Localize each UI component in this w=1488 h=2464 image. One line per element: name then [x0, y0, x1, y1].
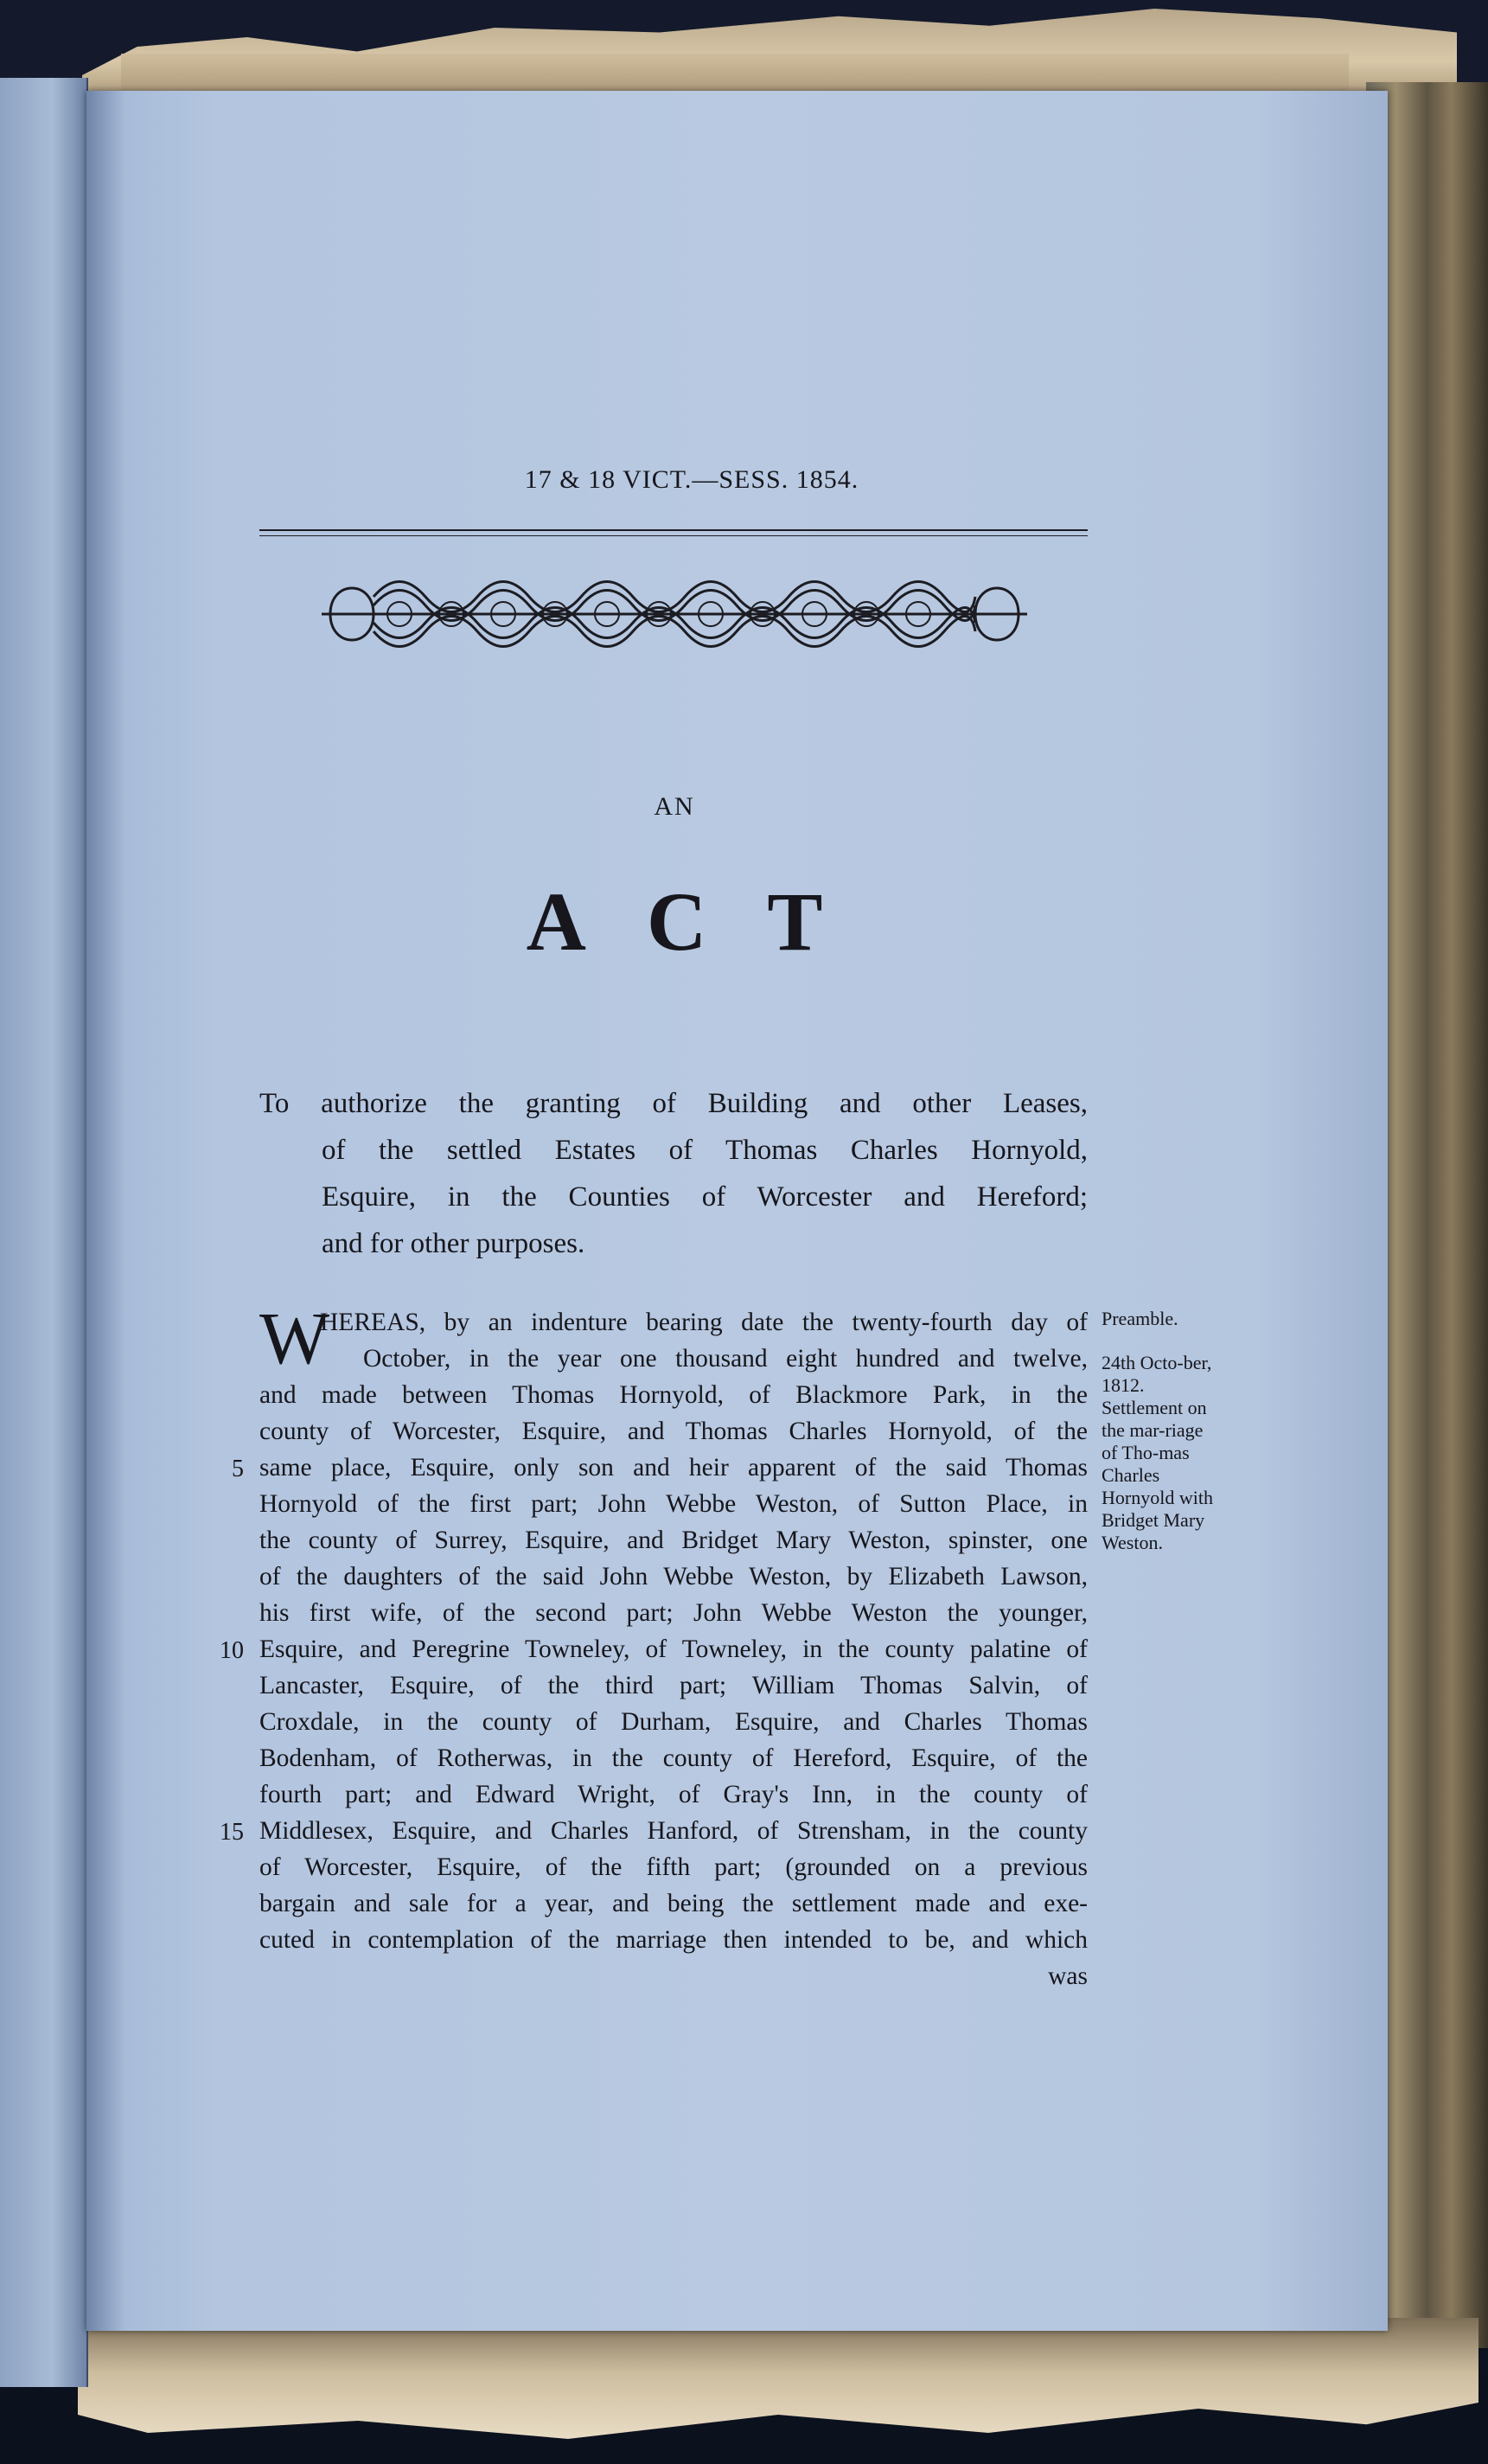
drop-cap: W	[259, 1296, 330, 1379]
act-title-line: To authorize the granting of Building and other Leases,	[259, 1088, 1088, 1119]
act-title-line: and for other purposes.	[322, 1228, 585, 1259]
body-line: the county of Surrey, Esquire, and Bridget Mary Weston, spinster, one	[259, 1526, 1088, 1554]
heading-act: ACT	[526, 875, 884, 968]
body-line: and made between Thomas Hornyold, of Blackmore Park, in the	[259, 1381, 1088, 1409]
header-rule-thin	[259, 535, 1088, 536]
body-line: Croxdale, in the county of Durham, Esquire, and Charles Thomas	[259, 1708, 1088, 1736]
facing-page	[0, 78, 88, 2387]
line-number: 10	[220, 1637, 244, 1664]
body-line: Lancaster, Esquire, of the third part; William Thomas Salvin, of	[259, 1672, 1088, 1699]
session-header: 17 & 18 VICT.—SESS. 1854.	[524, 465, 859, 494]
body-line: Bodenham, of Rotherwas, in the county of Hereford, Esquire, of the	[259, 1744, 1088, 1772]
body-line: fourth part; and Edward Wright, of Gray's Inn, in the county of	[259, 1781, 1088, 1808]
body-line: of the daughters of the said John Webbe Weston, by Elizabeth Lawson,	[259, 1563, 1088, 1590]
line-number: 5	[232, 1456, 244, 1482]
body-line: of Worcester, Esquire, of the fifth part; (grounded on a previous	[259, 1853, 1088, 1881]
body-line: cuted in contemplation of the marriage then intended to be, and which	[259, 1926, 1088, 1954]
body-line: bargain and sale for a year, and being the settlement made and exe-	[259, 1890, 1088, 1917]
line-number: 15	[220, 1819, 244, 1846]
act-title-line: of the settled Estates of Thomas Charles Hornyold,	[322, 1135, 1088, 1166]
body-line: October, in the year one thousand eight hundred and twelve,	[363, 1345, 1088, 1373]
margin-note: 24th Octo-ber, 1812. Settlement on the mar-riage of Tho-mas Charles Hornyold with Bridget Mary Weston.	[1102, 1352, 1213, 1553]
act-title-line: Esquire, in the Counties of Worcester and Hereford;	[322, 1181, 1088, 1213]
body-line: his first wife, of the second part; John Webbe Weston the younger,	[259, 1599, 1088, 1627]
body-line: same place, Esquire, only son and heir apparent of the said Thomas	[259, 1454, 1088, 1482]
margin-preamble: Preamble.	[1102, 1308, 1178, 1329]
catchword: was	[1048, 1962, 1088, 1990]
body-line: Middlesex, Esquire, and Charles Hanford, of Strensham, in the county	[259, 1817, 1088, 1845]
body-line: HEREAS, by an indenture bearing date the twenty-fourth day of	[320, 1309, 1088, 1336]
body-line: Esquire, and Peregrine Towneley, of Towneley, in the county palatine of	[259, 1635, 1088, 1663]
body-line: Hornyold of the first part; John Webbe Weston, of Sutton Place, in	[259, 1490, 1088, 1518]
body-line: county of Worcester, Esquire, and Thomas Charles Hornyold, of the	[259, 1418, 1088, 1445]
header-rule	[259, 529, 1088, 531]
heading-an: AN	[654, 792, 695, 821]
ornament-border	[313, 562, 1036, 666]
